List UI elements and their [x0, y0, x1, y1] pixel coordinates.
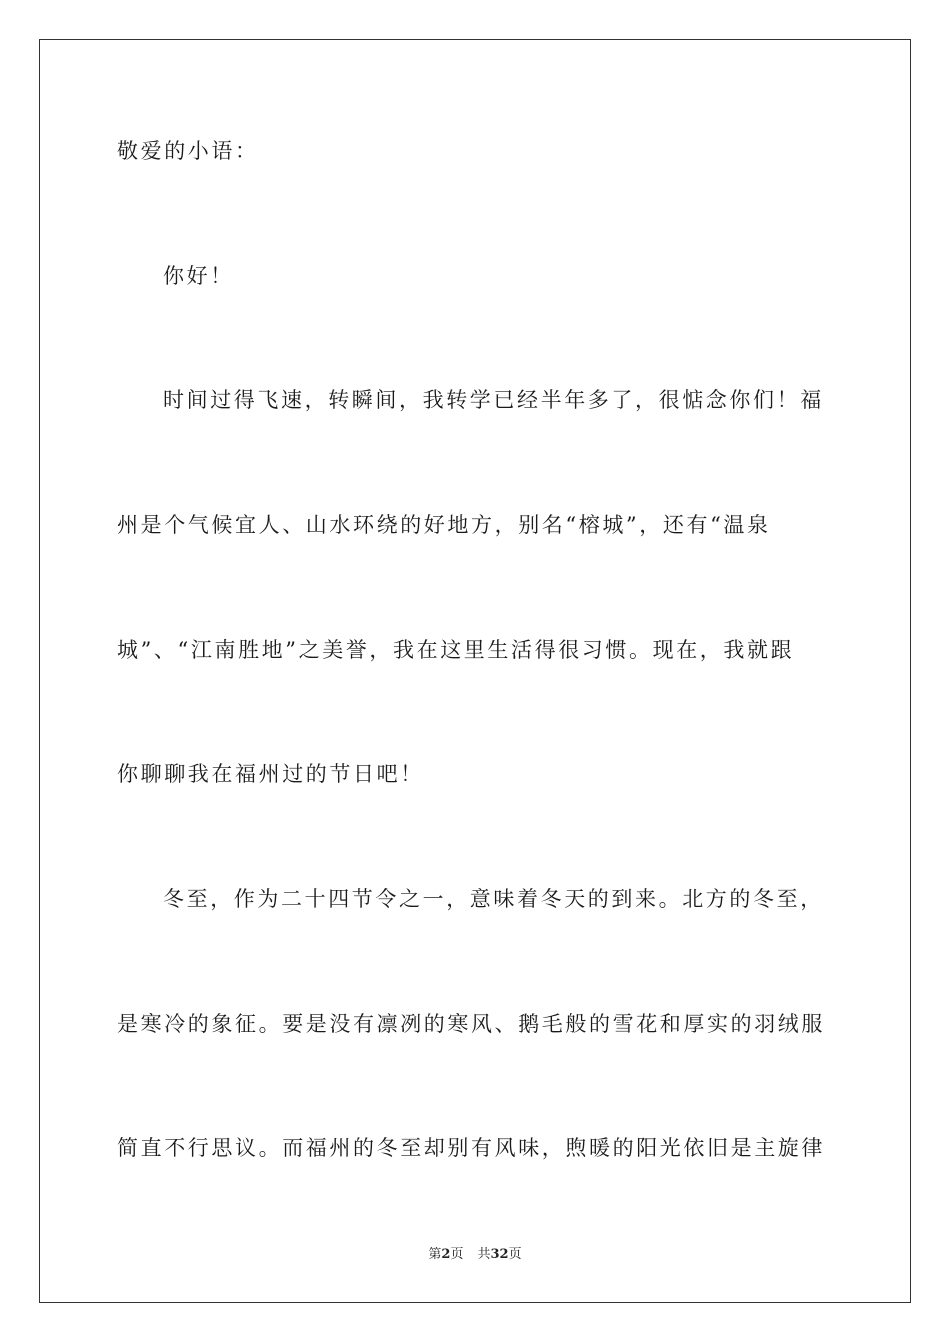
paragraph-line: 你好！ [163, 264, 234, 288]
page-prefix: 第 [428, 1247, 442, 1262]
page-border [39, 39, 911, 1303]
paragraph-line: 州是个气候宜人、山水环绕的好地方，别名“榕城”，还有“温泉 [117, 513, 771, 537]
paragraph-line: 时间过得飞速，转瞬间，我转学已经半年多了，很惦念你们！福 [163, 388, 824, 412]
page-footer [0, 1246, 950, 1264]
total-suffix: 页 [508, 1247, 522, 1262]
page-number: 2 [441, 1247, 451, 1262]
total-pages: 32 [490, 1247, 509, 1262]
paragraph-line: 城”、“江南胜地”之美誉，我在这里生活得很习惯。现在，我就跟 [117, 638, 795, 662]
paragraph-line: 是寒冷的象征。要是没有凛冽的寒风、鹅毛般的雪花和厚实的羽绒服 [117, 1012, 825, 1036]
paragraph-line: 冬至，作为二十四节令之一，意味着冬天的到来。北方的冬至， [163, 887, 824, 911]
paragraph-line: 你聊聊我在福州过的节日吧！ [117, 762, 424, 786]
paragraph-line: 简直不行思议。而福州的冬至却别有风味，煦暖的阳光依旧是主旋律 [117, 1136, 825, 1160]
page-suffix: 页 [450, 1247, 464, 1262]
total-prefix: 共 [477, 1247, 491, 1262]
salutation: 敬爱的小语： [117, 139, 259, 163]
